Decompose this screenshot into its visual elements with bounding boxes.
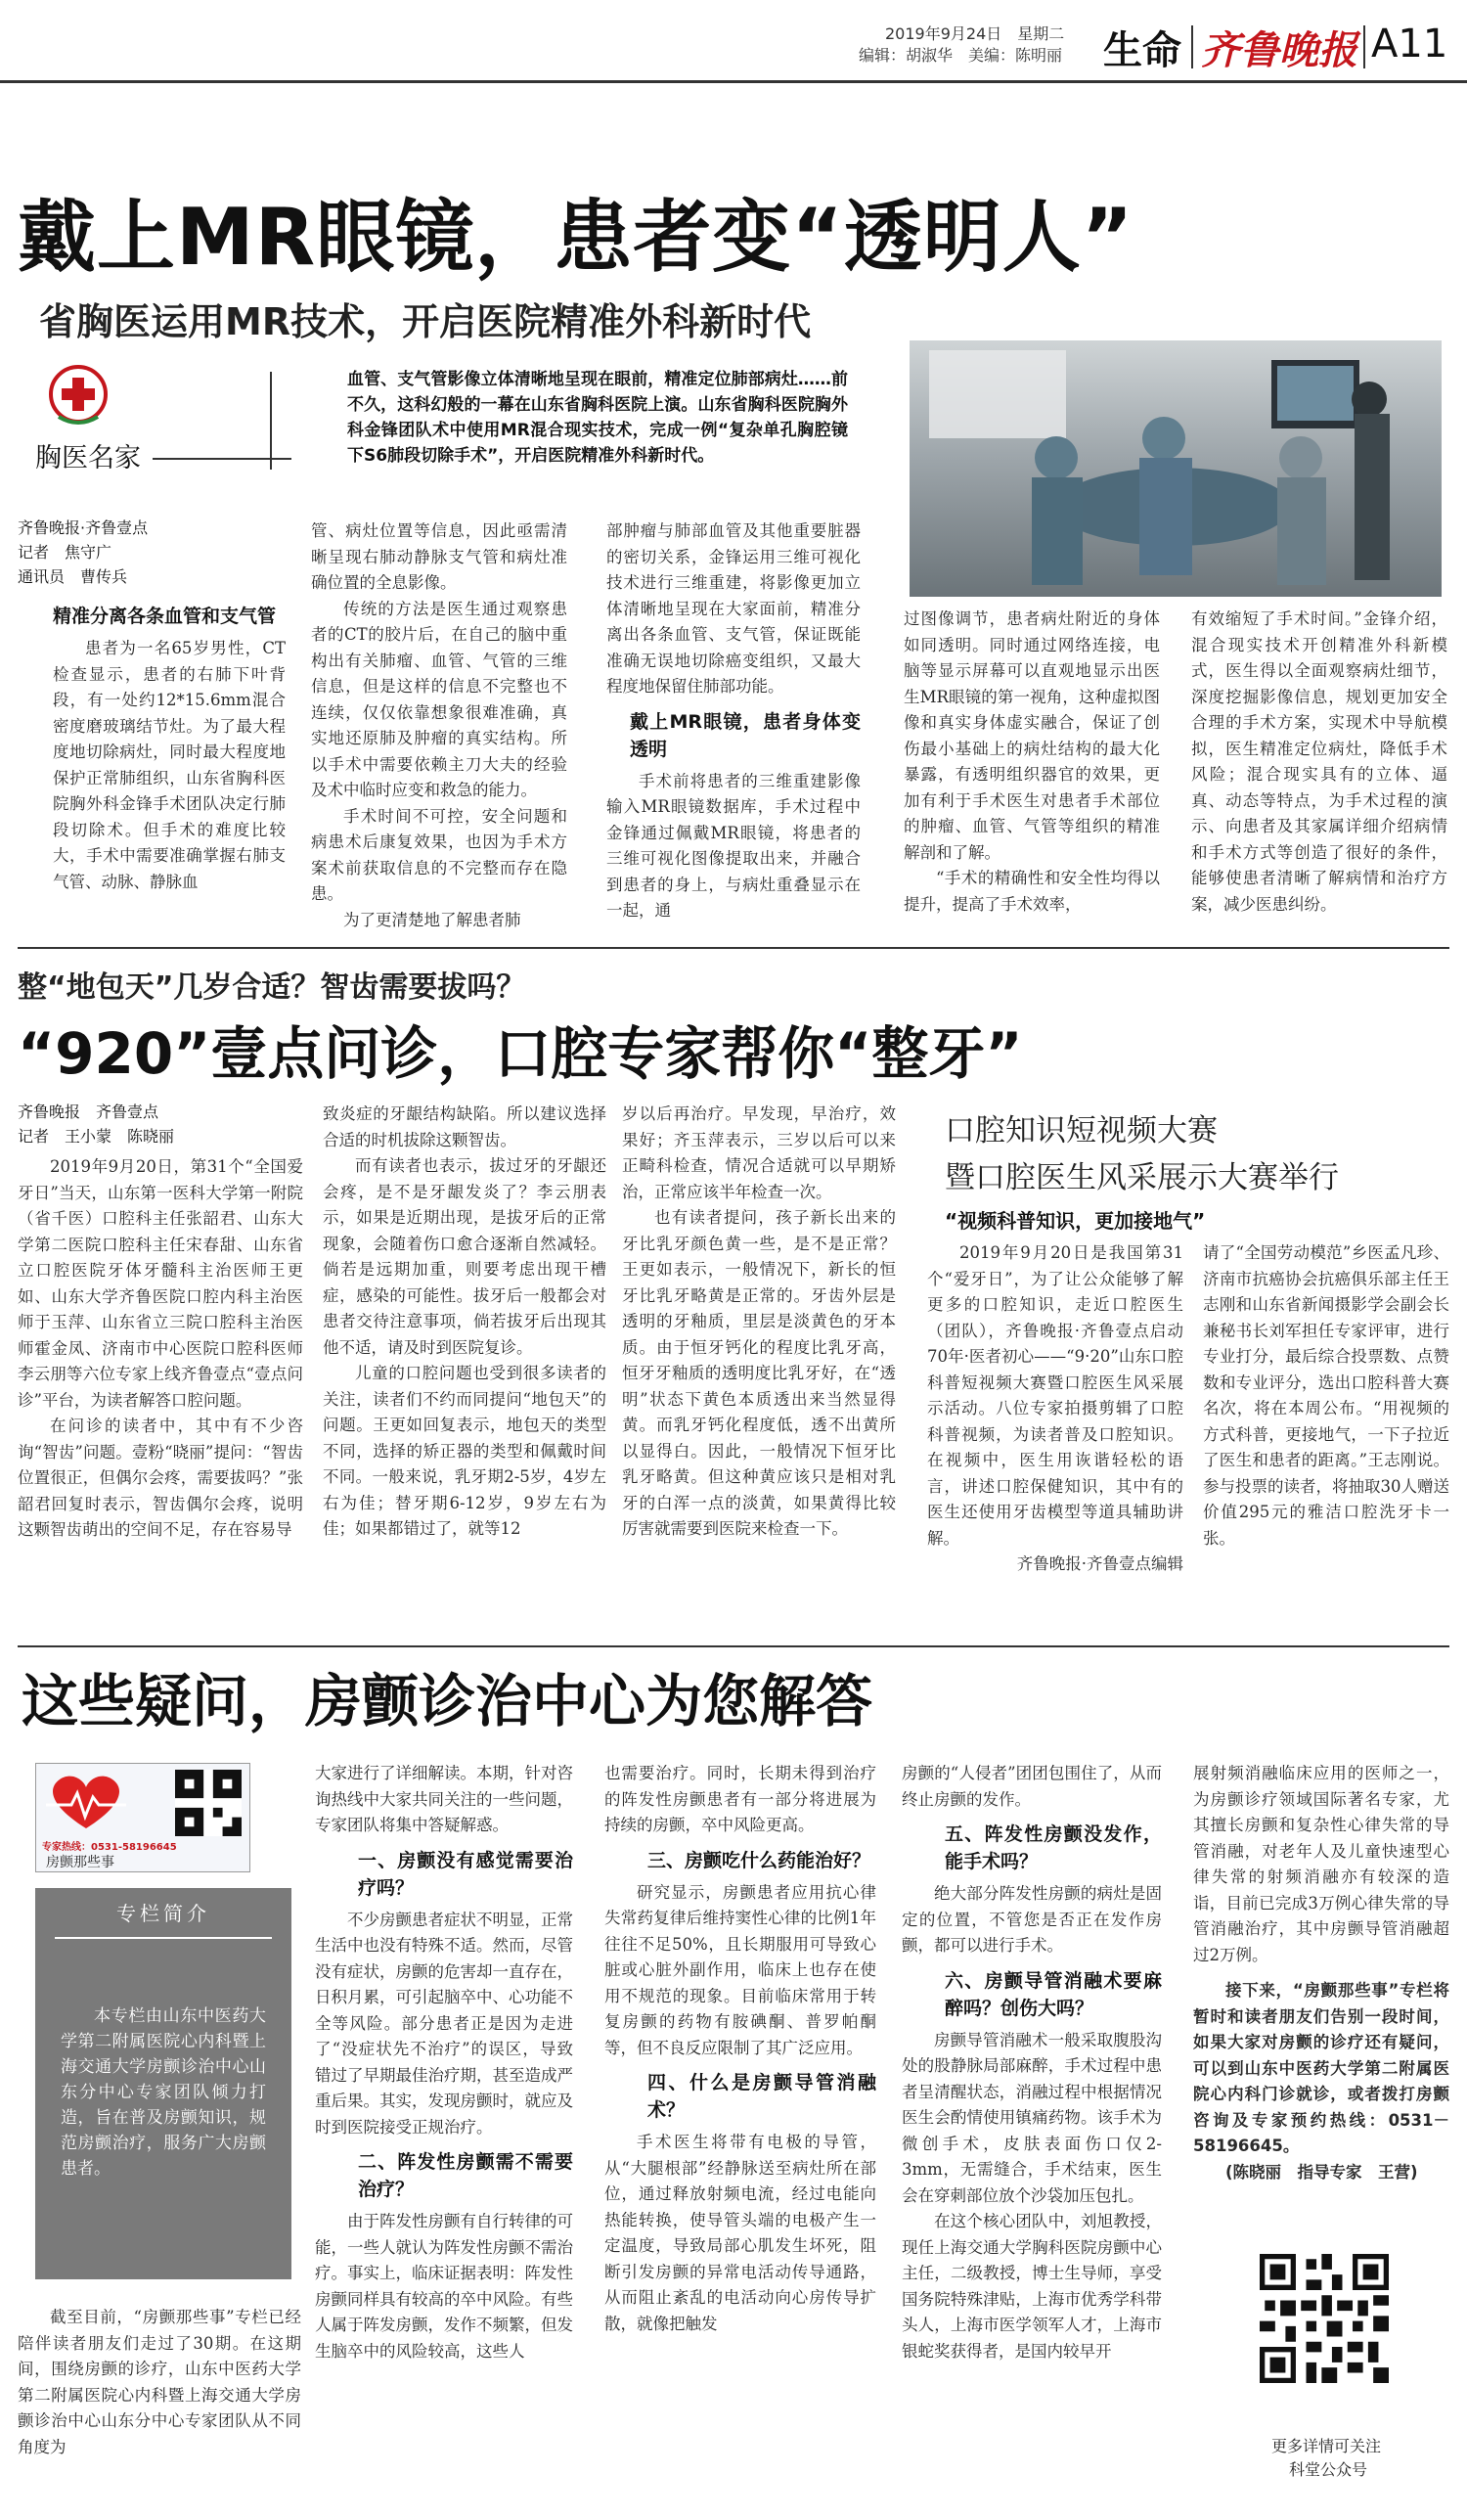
story3-col1-text: 截至目前，“房颤那些事”专栏已经陪伴读者朋友们走过了30期。在这期间，围绕房颤的诊疗，山东中医药大学第二附属医院心内科暨上海交通大学房颤诊治中心山东分中心专家团队从不同角度为 [18,2308,301,2456]
story1-subhead-2: 戴上MR眼镜，患者身体变透明 [630,710,861,760]
sidebar-column-1 [927,1240,1183,1578]
story1-column-1 [53,597,286,895]
issue-date: 2019年9月24日 星期二 [885,24,1065,43]
story3-col2-para-a: 大家进行了详细解读。本期，针对咨询热线中大家共同关注的一些问题，专家团队将集中答疑解惑。 [315,1764,573,1834]
story1-column-5 [1191,607,1447,918]
sidebar-subtitle: “视频科普知识，更加接地气” [945,1209,1206,1233]
story1-col2-para-d: 为了更清楚地了解患者肺 [343,910,521,929]
afib-hotline: 专家热线：0531-58196645 [42,1842,177,1853]
story1-col2-para-a: 管、病灶位置等信息，因此亟需清晰呈现右肺动静脉支气管和病灶准确位置的全息影像。 [311,521,567,592]
qr-caption-1: 更多详情可关注 [1271,2437,1382,2455]
paper-logo: 齐鲁晚报 [1201,27,1357,73]
afib-question-5: 五、阵发性房颤没发作，能手术吗？ [945,1823,1162,1872]
story1-col4-para-a: 过图像调节，患者病灶附近的身体如同透明。同时通过网络连接，电脑等显示屏幕可以直观地显示出医生MR眼镜的第一视角，这种虚拟图像和真实身体虚实融合，保证了创伤最小基础上的病灶结构的最大化暴露，有透明组织器官的效果，更加有利于手术医生对患者手术部位的肿瘤、血管、气管等组织的精准解剖和了解。 [904,609,1160,862]
story3-column-3 [604,1761,876,2337]
story1-byline-3: 通讯员 曹传兵 [18,567,128,586]
story2-column-2 [323,1102,606,1543]
afib-question-2: 二、阵发性房颤需不需要治疗？ [358,2151,573,2200]
afib-qr-code-icon [175,1770,242,1836]
story1-col3-para-a: 部肿瘤与肺部血管及其他重要脏器的密切关系，金锋运用三维可视化技术进行三维重建，将影像更加立体清晰地呈现在大家面前，精准分离出各条血管、支气管，保证既能准确无误地切除癌变组织，又最大程度地保留住肺部功能。 [606,521,861,696]
masthead-divider-2 [1363,25,1365,68]
afib-answer-7: 在这个核心团队中，刘旭教授，现任上海交通大学胸科医院房颤中心主任，二级教授，博士生导师，享受国务院特殊津贴，上海市优秀学科带头人，上海市医学领军人才，上海市银蛇奖获得者，是国内较早开 [902,2212,1162,2361]
story3-col5-credit: (陈晓丽 指导专家 王营) [1225,2162,1418,2182]
afib-question-3: 三、房颤吃什么药能治好？ [647,1849,871,1871]
afib-answer-4: 手术医生将带有电极的导管，从“大腿根部”经静脉送至病灶所在部位，通过释放射频电流，经过电能向热能转换，使导管头端的电极产生一定温度，导致局部心肌发生坏死，阻断引发房颤的异常电活动传导通路，从而阻止紊乱的电活动向心房传导扩散，就像把触发 [604,2133,876,2333]
afib-answer-3: 研究显示，房颤患者应用抗心律失常药复律后维持窦性心律的比例1年往往不足50%，且长期服用可导致心脏或心脏外副作用，临床上也存在使用不规范的现象。目前临床常用于转复房颤的药物有胺碘酮、普罗帕酮等，但不良反应限制了其广泛应用。 [604,1882,876,2057]
afib-question-1: 一、房颤没有感觉需要治疗吗？ [358,1849,573,1899]
afib-logo-caption: 房颤那些事 [46,1855,114,1870]
qr-code-icon [1260,2254,1389,2383]
story3-col3-para-a: 也需要治疗。同时，长期未得到治疗的阵发性房颤患者有一部分将进展为持续的房颤，卒中风险更高。 [604,1764,876,1834]
story2-kicker: 整“地包天”几岁合适？智齿需要拔吗？ [18,970,526,1005]
story3-headline: 这些疑问，房颤诊治中心为您解答 [22,1668,873,1734]
story1-bottom-rule [18,947,1449,949]
badge-label: 胸医名家 [35,443,141,473]
afib-question-4: 四、什么是房颤导管消融术？ [647,2072,876,2121]
story1-subheadline: 省胸医运用MR技术，开启医院精准外科新时代 [39,300,812,343]
story1-subhead-1: 精准分离各条血管和支气管 [53,606,277,627]
surgery-photo [910,340,1442,597]
story2-headline: “920”壹点问诊，口腔专家帮你“整牙” [18,1020,1023,1087]
story1-col5-text: 有效缩短了手术时间。”金锋介绍，混合现实技术开创精准外科新模式，医生得以全面观察病灶细节，深度挖掘影像信息，规划更加安全合理的手术方案，实现术中导航模拟，医生精准定位病灶，降低手术风险；混合现实具有的立体、逼真、动态等特点，为手术过程的演示、向患者及其家属详细介绍病情和手术方式等创造了很好的条件，能够使患者清晰了解病情和治疗方案，减少医患纠纷。 [1191,609,1447,914]
editor-line: 编辑：胡淑华 美编：陈明丽 [859,46,1063,65]
sidebar-title-1: 口腔知识短视频大赛 [945,1113,1218,1148]
afib-answer-6: 房颤导管消融术一般采取腹股沟处的股静脉局部麻醉，手术过程中患者呈清醒状态，消融过程中根据情况医生会酌情使用镇痛药物。该手术为微创手术，皮肤表面伤口仅2-3mm，无需缝合，手术结束，医生会在穿刺部位放个沙袋加压包扎。 [902,2030,1162,2205]
page-number: A11 [1371,22,1448,67]
section-name: 生命 [1103,28,1181,73]
story3-column-4 [902,1761,1162,2364]
story2-col2-para-c: 儿童的口腔问题也受到很多读者的关注，读者们不约而同提问“地包天”的问题。王更如回复表示，地包天的类型不同，选择的矫正器的类型和佩戴时间不同。一般来说，乳牙期2-5岁，4岁左右为佳；替牙期6-12岁，9岁左右为佳；如果都错过了，就等12 [323,1364,606,1538]
story2-bottom-rule [18,1645,1449,1647]
story1-byline-2: 记者 焦守广 [18,543,112,562]
story2-byline-1: 齐鲁晚报 齐鲁壹点 [18,1102,159,1121]
story1-column-4 [904,607,1160,918]
story3-column-5 [1193,1761,1449,2185]
story1-col1-text: 患者为一名65岁男性，CT检查显示，患者的右肺下叶背段，有一处约12*15.6mm混合密度磨玻璃结节灶。为了最大程度地切除病灶，同时最大程度地保护正常肺组织，山东省胸科医院胸外科金锋手术团队决定行肺段切除术。但手术的难度比较大，手术中需要准确掌握右肺支气管、动脉、静脉血 [53,639,286,891]
wechat-qr-code [1260,2254,1389,2383]
masthead-divider-1 [1191,25,1193,68]
story3-col5-para-a: 展射频消融临床应用的医师之一，为房颤诊疗领域国际著名专家，尤其擅长房颤和复杂性心律失常的导管消融，对老年人及儿童快速型心律失常的射频消融亦有较深的造诣，目前已完成3万例心律失常的导管消融治疗，其中房颤导管消融超过2万例。 [1193,1764,1449,1964]
sidebar-credit: 齐鲁晚报·齐鲁壹点编辑 [1016,1554,1183,1573]
story1-col2-para-b: 传统的方法是医生通过观察患者的CT的胶片后，在自己的脑中重构出有关肺瘤、血管、气管的三维信息，但是这样的信息不完整也不连续，仅仅依靠想象很难准确，真实地还原肺及肿瘤的真实结构。所以手术中需要依赖主刀大夫的经验及术中临时应变和救急的能力。 [311,599,567,799]
story1-column-3 [606,518,861,924]
story2-byline-2: 记者 王小蒙 陈晓丽 [18,1127,175,1146]
story1-col2-para-c: 手术时间不可控，安全问题和病患术后康复效果，也因为手术方案术前获取信息的不完整而存在隐患。 [311,806,567,903]
afib-answer-1: 不少房颤患者症状不明显，正常生活中也没有特殊不适。然而，尽管没有症状，房颤的危害却一直存在，日积月累，可引起脑卒中、心功能不全等风险。部分患者正是因为走进了“没症状先不治疗”的误区，导致错过了早期最佳治疗期，甚至造成严重后果。其实，发现房颤时，就应及时到医院接受正规治疗。 [315,1910,573,2137]
afib-question-6: 六、房颤导管消融术要麻醉吗？创伤大吗？ [945,1969,1162,2019]
story2-col3-para-a: 岁以后再治疗。早发现，早治疗，效果好；齐玉萍表示，三岁以后可以来正畸科检查，情况合适就可以早期矫治，正常应该半年检查一次。 [622,1104,896,1201]
story3-col4-para-a: 房颤的“人侵者”团团包围住了，从而终止房颤的发作。 [902,1764,1162,1809]
afib-column-logo [35,1763,250,1872]
story1-col3-para-b: 手术前将患者的三维重建影像输入MR眼镜数据库，手术过程中金锋通过佩戴MR眼镜，将患者的三维可视化图像提取出来，并融合到患者的身上，与病灶重叠显示在一起，通 [606,771,861,920]
story2-col2-para-b: 而有读者也表示，拔过牙的牙龈还会疼，是不是牙龈发炎了？李云朋表示，如果是近期出现，是拔牙后的正常现象，会随着伤口愈合逐渐自然减轻。倘若是远期加重，则要考虑出现干槽症，感染的可能性。拔牙后一般都会对患者交待注意事项，倘若拔牙后出现其他不适，请及时到医院复诊。 [323,1156,606,1357]
hospital-badge [35,360,291,475]
afib-answer-5: 绝大部分阵发性房颤的病灶是固定的位置，不管您是否正在发作房颤，都可以进行手术。 [902,1884,1162,1955]
story3-col5-para-b: 接下来，“房颤那些事”专栏将暂时和读者朋友们告别一段时间，如果大家对房颤的诊疗还有疑问，可以到山东中医药大学第二附属医院心内科门诊就诊，或者拨打房颤咨询及专家预约热线：0531－58196645。 [1193,1981,1449,2155]
story1-headline: 戴上MR眼镜，患者变“透明人” [18,192,1134,283]
masthead-rule [0,80,1467,83]
hospital-logo-icon [39,360,117,428]
story1-byline-1: 齐鲁晚报·齐鲁壹点 [18,518,149,537]
column-intro-box [35,1888,291,2279]
qr-caption-2: 科堂公众号 [1289,2460,1368,2479]
column-intro-title: 专栏简介 [116,1902,210,1925]
afib-answer-2: 由于阵发性房颤有自行转律的可能，一些人就认为阵发性房颤不需治疗。事实上，临床证据表明：阵发性房颤同样具有较高的卒中风险。有些人属于阵发房颤，发作不频繁，但发生脑卒中的风险较高，这些人 [315,2212,573,2361]
sidebar-column-2 [1203,1240,1449,1552]
story1-column-2 [311,518,567,933]
column-intro-text: 本专栏由山东中医药大学第二附属医院心内科暨上海交通大学房颤诊治中心山东分中心专家团队倾力打造，旨在普及房颤知识，规范房颤治疗，服务广大房颤患者。 [61,2006,266,2179]
story1-lead: 血管、支气管影像立体清晰地呈现在眼前，精准定位肺部病灶……前不久，这科幻般的一幕在山东省胸科医院上演。山东省胸科医院胸外科金锋团队术中使用MR混合现实技术，完成一例“复杂单孔胸腔镜下S6肺段切除手术”，开启医院精准外科新时代。 [347,370,848,466]
story2-col1-para-b: 在问诊的读者中，其中有不少咨询“智齿”问题。壹粉“晓丽”提问：“智齿位置很正，但偶尔会疼，需要拔吗？”张韶君回复时表示，智齿偶尔会疼，说明这颗智齿萌出的空间不足，存在容易导 [18,1417,303,1539]
sidebar-col1-text: 2019年9月20日是我国第31个“爱牙日”，为了让公众能够了解更多的口腔知识，走近口腔医生（团队），齐鲁晚报·齐鲁壹点启动70年·医者初心——“9·20”山东口腔科普短视频大赛暨口腔医生风采展示活动。八位专家拍摄剪辑了口腔科普视频，为读者普及口腔知识。在视频中，医生用诙谐轻松的语言，讲述口腔保健知识，其中有的医生还使用牙齿模型等道具辅助讲解。 [927,1243,1183,1548]
story2-col2-para-a: 致炎症的牙龈结构缺陷。所以建议选择合适的时机拔除这颗智齿。 [323,1104,606,1149]
story2-column-1 [18,1154,303,1544]
story3-column-1 [18,2305,301,2460]
heart-icon [42,1768,130,1836]
story2-column-3 [622,1102,896,1543]
story2-col3-para-b: 也有读者提问，孩子新长出来的牙比乳牙颜色黄一些，是不是正常？王更如表示，一般情况下，新长的恒牙比乳牙略黄是正常的。牙齿外层是透明的牙釉质，里层是淡黄色的牙本质。由于恒牙钙化的程度比乳牙高，恒牙牙釉质的透明度比乳牙好，在“透明”状态下黄色本质透出来当然显得黄。而乳牙钙化程度低，透不出黄所以显得白。因此，一般情况下恒牙比乳牙略黄。但这种黄应该只是相对乳牙的白浑一点的淡黄，如果黄得比较厉害就需要到医院来检查一下。 [622,1208,896,1538]
story2-col1-para-a: 2019年9月20日，第31个“全国爱牙日”当天，山东第一医科大学第一附院（省千医）口腔科主任张韶君、山东大学第二医院口腔科主任宋春甜、山东省立口腔医院牙体牙髓科主治医师王更如、山东大学齐鲁医院口腔内科主治医师于玉萍、山东省立三院口腔科主治医师霍金凤、济南市中心医院口腔科医师李云朋等六位专家上线齐鲁壹点“壹点问诊”平台，为读者解答口腔问题。 [18,1157,303,1410]
story1-col4-para-b: “手术的精确性和安全性均得以提升，提高了手术效率， [904,869,1160,914]
sidebar-col2-text: 请了“全国劳动模范”乡医孟凡珍、济南市抗癌协会抗癌俱乐部主任王志刚和山东省新闻摄影学会副会长兼秘书长刘军担任专家评审，进行专业打分，最后综合投票数、点赞数和专业评分，选出口腔科普大赛名次，将在本周公布。“用视频的方式科普，更接地气，一下子拉近了医生和患者的距离。”王志刚说。参与投票的读者，将抽取30人赠送价值295元的雅洁口腔洗牙卡一张。 [1203,1243,1449,1548]
story3-column-2 [315,1761,573,2364]
sidebar-title-2: 暨口腔医生风采展示大赛举行 [945,1160,1339,1195]
